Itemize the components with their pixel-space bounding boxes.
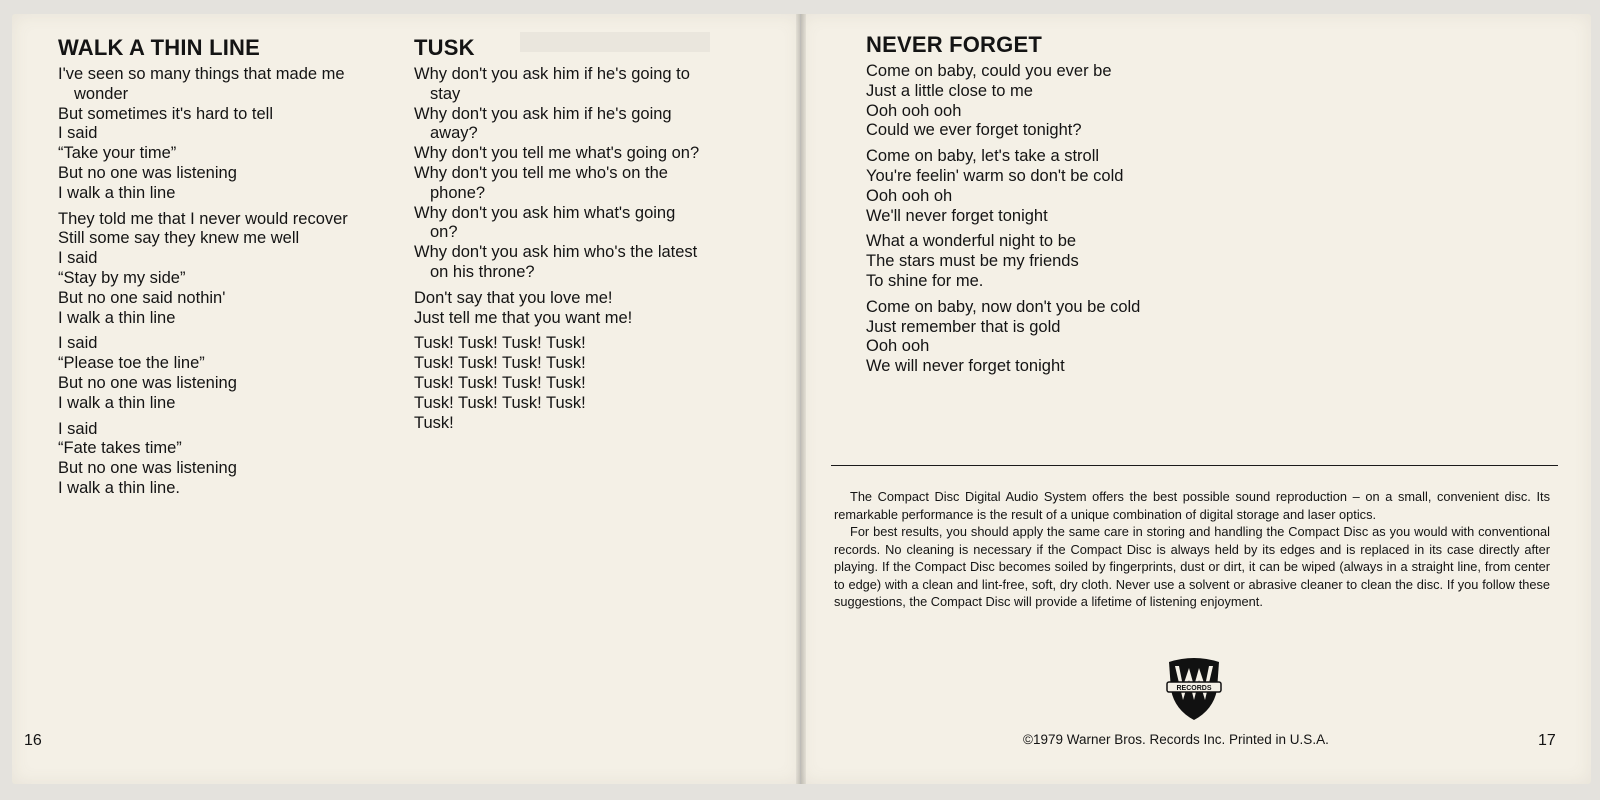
lyric-line: Why don't you ask him who's the latest on his throne?	[414, 243, 698, 281]
lyrics	[58, 65, 348, 499]
stanza	[866, 232, 1186, 291]
stanza	[414, 65, 704, 283]
lyric-line: Why don't you ask him what's going on?	[414, 203, 676, 242]
song-walk-a-thin-line	[58, 35, 348, 505]
lyric-line: “Fate takes time”	[58, 439, 182, 458]
lyric-line: “Please toe the line”	[58, 354, 205, 373]
stanza	[58, 334, 348, 413]
lyric-line: Just a little close to me	[866, 81, 1033, 100]
stanza	[58, 65, 348, 204]
copyright-line: ©1979 Warner Bros. Records Inc. Printed in U.S.A.	[1023, 732, 1329, 747]
lyric-line: “Stay by my side”	[58, 268, 186, 287]
lyrics	[866, 62, 1186, 377]
compact-disc-notice	[834, 488, 1550, 611]
lyric-line: The stars must be my friends	[866, 252, 1079, 271]
lyric-line: Tusk!	[414, 413, 454, 432]
lyric-line: Why don't you tell me who's on the phone?	[414, 163, 668, 202]
song-never-forget	[866, 32, 1186, 383]
notice-paragraph: The Compact Disc Digital Audio System offers the best possible sound reproduction – on a small, convenient disc. Its remarkable performance is the result of a unique combination of digital storage and laser optics.	[834, 489, 1550, 522]
lyric-line: Tusk! Tusk! Tusk! Tusk!	[414, 373, 586, 392]
lyric-line: You're feelin' warm so don't be cold	[866, 166, 1124, 185]
stanza	[58, 210, 348, 329]
warner-bros-shield-icon	[1163, 656, 1225, 722]
lyric-line: I walk a thin line	[58, 393, 176, 412]
song-tusk	[414, 35, 704, 439]
stanza	[58, 420, 348, 499]
lyric-line: I walk a thin line	[58, 308, 176, 327]
lyric-line: Ooh ooh ooh	[866, 101, 962, 120]
stanza	[866, 298, 1186, 377]
stanza	[866, 62, 1186, 141]
lyric-line: I said	[58, 249, 98, 268]
lyric-line: I walk a thin line.	[58, 478, 180, 497]
booklet-spine	[796, 14, 806, 784]
lyric-line: I walk a thin line	[58, 183, 176, 202]
lyric-line: Why don't you ask him if he's going away?	[414, 104, 672, 143]
lyric-line: Ooh ooh oh	[866, 186, 953, 205]
stanza	[866, 147, 1186, 226]
lyric-line: Come on baby, now don't you be cold	[866, 297, 1141, 316]
lyric-line: Still some say they knew me well	[58, 229, 300, 248]
lyric-line: We'll never forget tonight	[866, 206, 1048, 225]
song-title: WALK A THIN LINE	[58, 35, 260, 60]
lyric-line: Come on baby, could you ever be	[866, 62, 1112, 80]
song-title: TUSK	[414, 35, 475, 60]
notice-paragraph: For best results, you should apply the same care in storing and handling the Compact Disc as you would with conventional records. No cleaning is necessary if the Compact Disc is always held by its edges and is replaced in its case directly after playing. If the Compact Disc becomes soiled by fingerprints, dust or dirt, it can be wiped (always in a straight line, from center to edge) with a clean and lint-free, soft, dry cloth. Never use a solvent or abrasive cleaner to clean the disc. If you follow these suggestions, the Compact Disc will provide a lifetime of listening enjoyment.	[834, 524, 1550, 609]
lyric-line: “Take your time”	[58, 144, 177, 163]
lyric-line: Why don't you tell me what's going on?	[414, 144, 700, 163]
lyric-line: Tusk! Tusk! Tusk! Tusk!	[414, 354, 586, 373]
lyric-line: Don't say that you love me!	[414, 288, 613, 307]
lyric-line: Tusk! Tusk! Tusk! Tusk!	[414, 393, 586, 412]
lyric-line: I said	[58, 124, 98, 143]
lyric-line: But sometimes it's hard to tell	[58, 104, 273, 123]
lyric-line: Ooh ooh	[866, 337, 930, 356]
stanza	[414, 334, 704, 433]
lyric-line: Come on baby, let's take a stroll	[866, 147, 1100, 166]
lyric-line: Could we ever forget tonight?	[866, 121, 1082, 140]
lyric-line: Just remember that is gold	[866, 317, 1061, 336]
lyric-line: I've seen so many things that made me wonder	[58, 65, 345, 103]
lyric-line: But no one was listening	[58, 373, 237, 392]
lyric-line: Why don't you ask him if he's going to stay	[414, 65, 690, 103]
stanza	[414, 289, 704, 329]
lyric-line: I said	[58, 419, 98, 438]
lyric-line: Just tell me that you want me!	[414, 308, 633, 327]
lyric-line: They told me that I never would recover	[58, 209, 348, 228]
svg-text:RECORDS: RECORDS	[1176, 685, 1212, 692]
lyrics	[414, 65, 704, 433]
lyric-line: But no one was listening	[58, 163, 237, 182]
lyric-line: But no one was listening	[58, 459, 237, 478]
lyric-line: Tusk! Tusk! Tusk! Tusk!	[414, 334, 586, 353]
page-number-left: 16	[24, 732, 42, 749]
lyric-line: To shine for me.	[866, 271, 984, 290]
lyric-line: I said	[58, 334, 98, 353]
page-number-right: 17	[1538, 732, 1556, 749]
lyric-line: We will never forget tonight	[866, 357, 1065, 376]
song-title: NEVER FORGET	[866, 32, 1042, 57]
section-divider	[831, 465, 1558, 466]
lyric-line: But no one said nothin'	[58, 288, 226, 307]
lyric-line: What a wonderful night to be	[866, 232, 1077, 251]
